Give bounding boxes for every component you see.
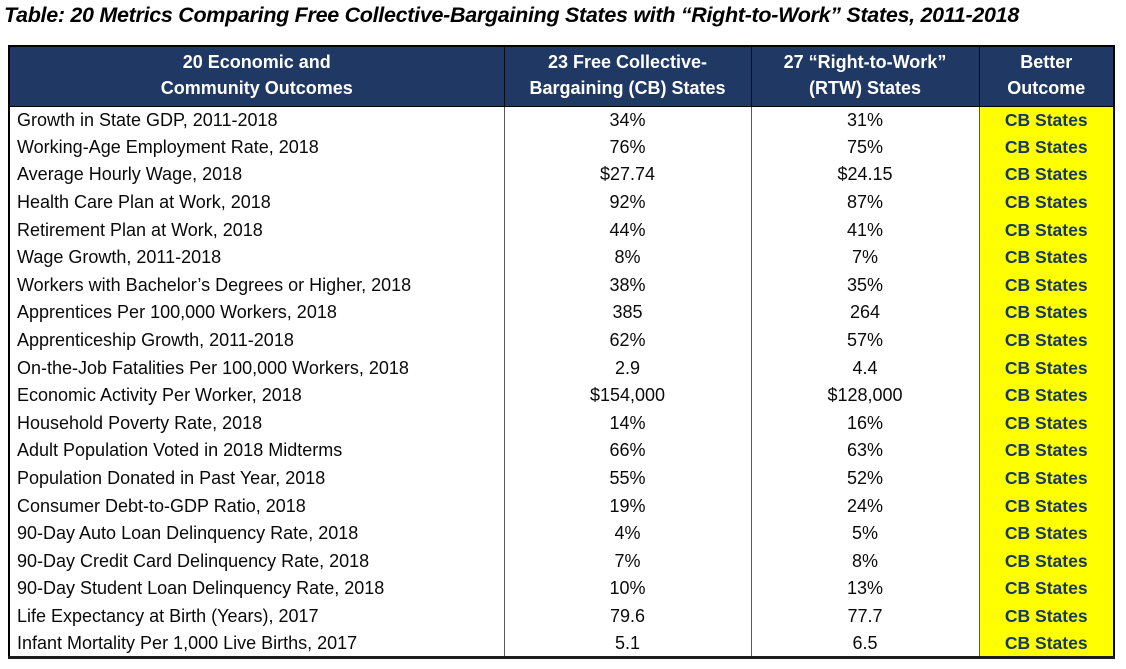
better-outcome-badge: CB States [979,161,1114,189]
rtw-value: 8% [751,548,979,576]
rtw-value: 87% [751,189,979,217]
table-row [9,465,1114,493]
table-row [9,327,1114,355]
table-row [9,603,1114,631]
cb-value: $27.74 [504,161,751,189]
metric-label: Wage Growth, 2011-2018 [9,244,504,272]
rtw-value: 52% [751,465,979,493]
table-row [9,354,1114,382]
cb-value: 62% [504,327,751,355]
table-row [9,244,1114,272]
header-outcomes-line2: Community Outcomes [160,78,353,99]
metric-label: Average Hourly Wage, 2018 [9,161,504,189]
rtw-value: 77.7 [751,603,979,631]
table-row [9,216,1114,244]
header-outcomes [9,46,504,106]
cb-value: 5.1 [504,630,751,658]
metric-label: 90-Day Student Loan Delinquency Rate, 2018 [9,575,504,603]
header-rtw-line2: (RTW) States [809,78,921,99]
cb-value: $154,000 [504,382,751,410]
rtw-value: 31% [751,106,979,134]
better-outcome-badge: CB States [979,299,1114,327]
better-outcome-badge: CB States [979,216,1114,244]
header-outcomes-line1: 20 Economic and [182,52,331,73]
table-row [9,575,1114,603]
cb-value: 79.6 [504,603,751,631]
metric-label: Apprenticeship Growth, 2011-2018 [9,327,504,355]
better-outcome-badge: CB States [979,492,1114,520]
header-cb-line1: 23 Free Collective- [547,52,708,73]
table-row [9,548,1114,576]
header-rtw-states [751,46,979,106]
cb-value: 19% [504,492,751,520]
better-outcome-badge: CB States [979,575,1114,603]
table-row [9,437,1114,465]
table-title: Table: 20 Metrics Comparing Free Collective-Bargaining States with “Right-to-Work” States, 2011-2018 [4,3,1019,27]
cb-value: 385 [504,299,751,327]
better-outcome-badge: CB States [979,189,1114,217]
rtw-value: 16% [751,410,979,438]
rtw-value: 7% [751,244,979,272]
better-outcome-badge: CB States [979,437,1114,465]
metric-label: Economic Activity Per Worker, 2018 [9,382,504,410]
metric-label: Infant Mortality Per 1,000 Live Births, 2017 [9,630,504,658]
cb-value: 44% [504,216,751,244]
table-row [9,161,1114,189]
table-row [9,520,1114,548]
table-row [9,106,1114,134]
cb-value: 2.9 [504,354,751,382]
metric-label: Growth in State GDP, 2011-2018 [9,106,504,134]
metric-label: Retirement Plan at Work, 2018 [9,216,504,244]
table-body [9,106,1114,658]
cb-value: 38% [504,272,751,300]
rtw-value: 264 [751,299,979,327]
cb-value: 34% [504,106,751,134]
metric-label: Household Poverty Rate, 2018 [9,410,504,438]
cb-value: 7% [504,548,751,576]
better-outcome-badge: CB States [979,603,1114,631]
better-outcome-badge: CB States [979,410,1114,438]
table-row [9,272,1114,300]
metric-label: Apprentices Per 100,000 Workers, 2018 [9,299,504,327]
table-row [9,630,1114,658]
metric-label: 90-Day Credit Card Delinquency Rate, 2018 [9,548,504,576]
better-outcome-badge: CB States [979,354,1114,382]
table-row [9,410,1114,438]
rtw-value: 5% [751,520,979,548]
metric-label: Population Donated in Past Year, 2018 [9,465,504,493]
table-row [9,382,1114,410]
cb-value: 66% [504,437,751,465]
rtw-value: 13% [751,575,979,603]
better-outcome-badge: CB States [979,106,1114,134]
cb-value: 14% [504,410,751,438]
rtw-value: $128,000 [751,382,979,410]
comparison-table [8,45,1115,659]
rtw-value: 4.4 [751,354,979,382]
header-cb-states [504,46,751,106]
rtw-value: $24.15 [751,161,979,189]
table-row [9,134,1114,162]
cb-value: 4% [504,520,751,548]
metric-label: 90-Day Auto Loan Delinquency Rate, 2018 [9,520,504,548]
rtw-value: 35% [751,272,979,300]
better-outcome-badge: CB States [979,134,1114,162]
table-row [9,299,1114,327]
header-rtw-line1: 27 “Right-to-Work” [783,52,947,73]
metric-label: Life Expectancy at Birth (Years), 2017 [9,603,504,631]
table-header [9,46,1114,106]
header-better-outcome [979,46,1114,106]
rtw-value: 57% [751,327,979,355]
metric-label: Working-Age Employment Rate, 2018 [9,134,504,162]
better-outcome-badge: CB States [979,630,1114,658]
better-outcome-badge: CB States [979,382,1114,410]
header-cb-line2: Bargaining (CB) States [529,78,726,99]
header-row [9,46,1114,106]
rtw-value: 6.5 [751,630,979,658]
better-outcome-badge: CB States [979,548,1114,576]
metric-label: Health Care Plan at Work, 2018 [9,189,504,217]
better-outcome-badge: CB States [979,272,1114,300]
better-outcome-badge: CB States [979,520,1114,548]
metric-label: Consumer Debt-to-GDP Ratio, 2018 [9,492,504,520]
header-better-line1: Better [1020,52,1073,73]
rtw-value: 63% [751,437,979,465]
cb-value: 10% [504,575,751,603]
cb-value: 55% [504,465,751,493]
metric-label: Workers with Bachelor’s Degrees or Higher, 2018 [9,272,504,300]
cb-value: 92% [504,189,751,217]
table-row [9,492,1114,520]
better-outcome-badge: CB States [979,327,1114,355]
metric-label: On-the-Job Fatalities Per 100,000 Workers, 2018 [9,354,504,382]
rtw-value: 41% [751,216,979,244]
better-outcome-badge: CB States [979,244,1114,272]
rtw-value: 24% [751,492,979,520]
better-outcome-badge: CB States [979,465,1114,493]
metric-label: Adult Population Voted in 2018 Midterms [9,437,504,465]
table-row [9,189,1114,217]
cb-value: 76% [504,134,751,162]
cb-value: 8% [504,244,751,272]
rtw-value: 75% [751,134,979,162]
header-better-line2: Outcome [1007,78,1086,99]
